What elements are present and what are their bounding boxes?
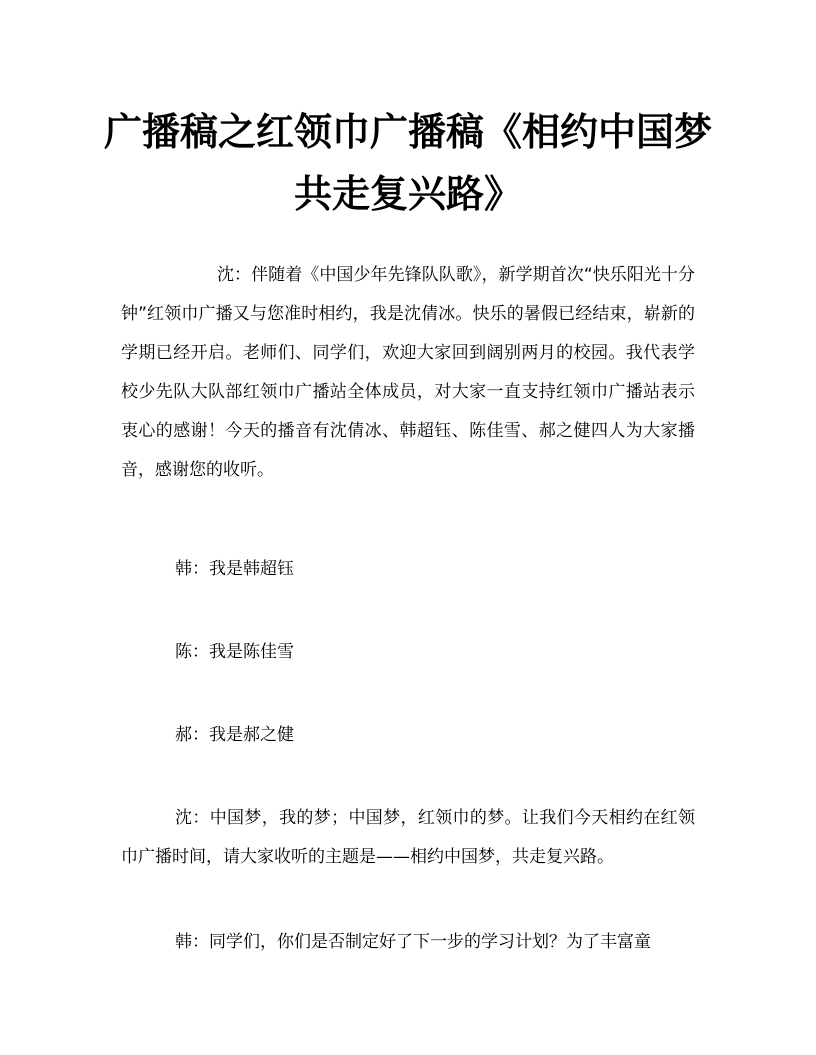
paragraph-chen-intro: 陈：我是陈佳雪 <box>175 642 294 662</box>
paragraph-shen-theme: 沈：中国梦，我的梦；中国梦，红领巾的梦。让我们今天相约在红领巾广播时间，请大家收听的主题是——相约中国梦，共走复兴路。 <box>121 808 695 867</box>
document-title-line-1: 广播稿之红领巾广播稿《相约中国梦 <box>103 109 712 154</box>
document-title-line-2: 共走复兴路》 <box>293 171 522 216</box>
paragraph-han-plan: 韩：同学们，你们是否制定好了下一步的学习计划？为了丰富童 <box>175 932 651 952</box>
paragraph-intro: 沈：伴随着《中国少年先锋队队歌》，新学期首次“快乐阳光十分钟”红领巾广播又与您准时相约，我是沈倩冰。快乐的暑假已经结束，崭新的学期已经开启。老师们、同学们，欢迎大家回到阔别两月的校园。我代表学校少先队大队部红领巾广播站全体成员，对大家一直支持红领巾广播站表示衷心的感谢！今天的播音有沈倩冰、韩超钰、陈佳雪、郝之健四人为大家播音，感谢您的收听。 <box>121 265 695 480</box>
paragraph-hao-intro: 郝：我是郝之健 <box>175 725 294 745</box>
paragraph-han-intro: 韩：我是韩超钰 <box>175 559 294 579</box>
